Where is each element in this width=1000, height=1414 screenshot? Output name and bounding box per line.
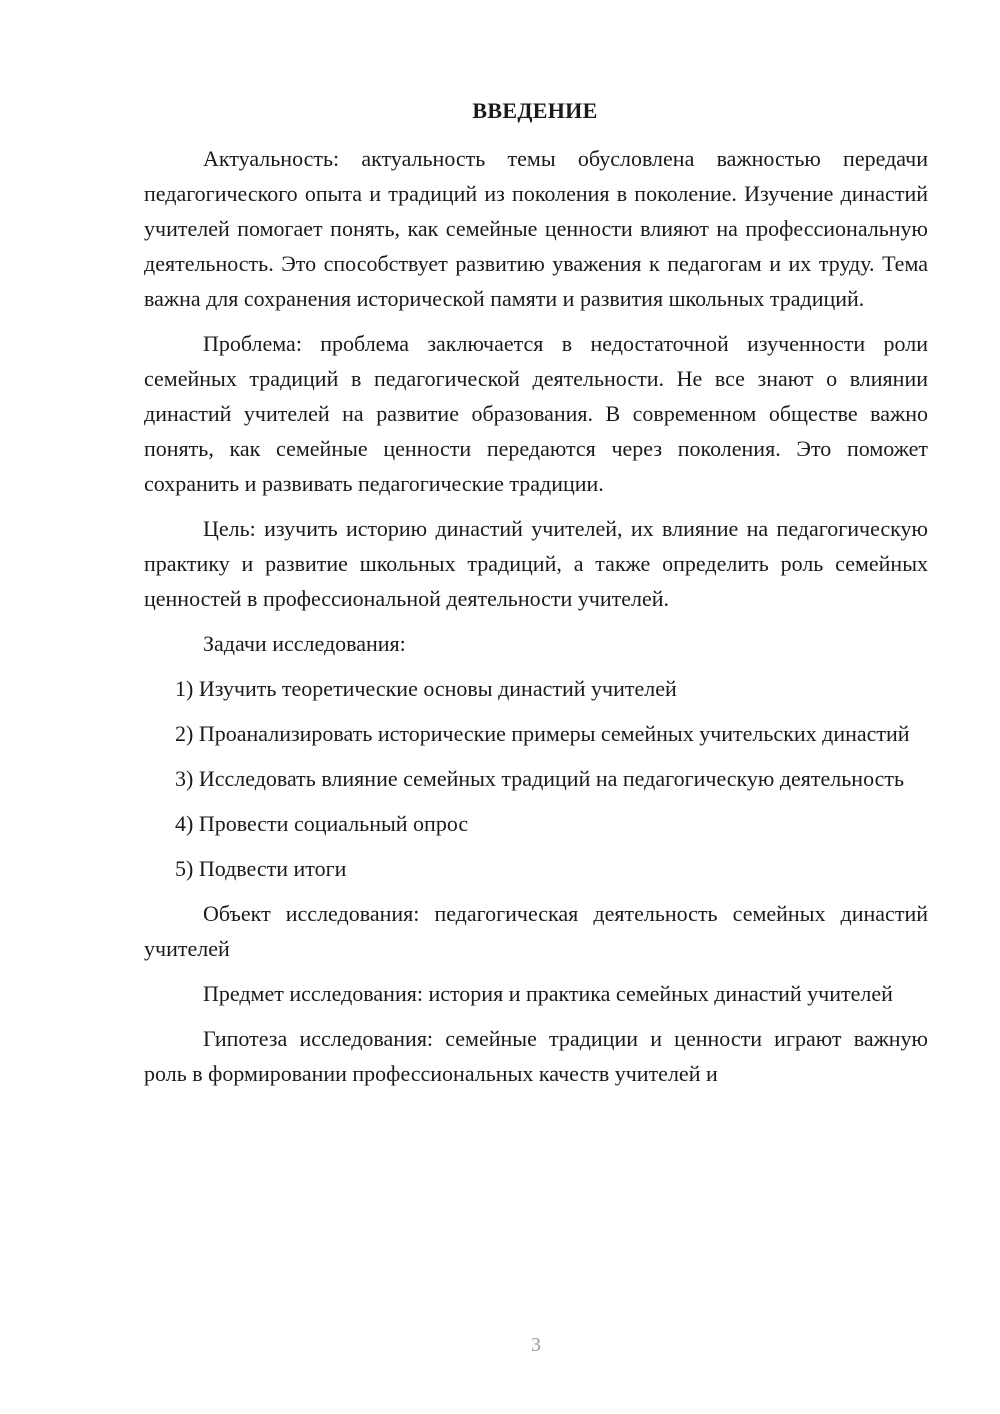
tasks-list <box>144 671 928 886</box>
relevance-paragraph: Актуальность: актуальность темы обусловлена важностью передачи педагогического опыта и традиций из поколения в поколение. Изучение династий учителей помогает понять, как семейные ценности влияют на профессиональную деятельность. Это способствует развитию уважения к педагогам и их труду. Тема важна для сохранения исторической памяти и развития школьных традиций. <box>144 146 928 311</box>
task-item-1: 1) Изучить теоретические основы династий учителей <box>175 676 677 701</box>
tasks-heading: Задачи исследования: <box>203 631 406 656</box>
task-item-3: 3) Исследовать влияние семейных традиций на педагогическую деятельность <box>175 766 905 791</box>
page-number: 3 <box>531 1334 541 1356</box>
object-paragraph: Объект исследования: педагогическая деятельность семейных династий учителей <box>144 901 928 961</box>
page-title: ВВЕДЕНИЕ <box>472 98 598 123</box>
task-item-5: 5) Подвести итоги <box>175 856 347 881</box>
problem-paragraph: Проблема: проблема заключается в недостаточной изученности роли семейных традиций в педагогической деятельности. Не все знают о влиянии династий учителей на развитие образования. В современном обществе важно понять, как семейные ценности передаются через поколения. Это поможет сохранить и развивать педагогические традиции. <box>144 331 928 496</box>
subject-paragraph: Предмет исследования: история и практика семейных династий учителей <box>203 981 893 1006</box>
task-item-2: 2) Проанализировать исторические примеры семейных учительских династий <box>175 721 910 746</box>
goal-paragraph: Цель: изучить историю династий учителей, их влияние на педагогическую практику и развитие школьных традиций, а также определить роль семейных ценностей в профессиональной деятельности учителей. <box>144 516 928 611</box>
hypothesis-paragraph: Гипотеза исследования: семейные традиции и ценности играют важную роль в формировании профессиональных качеств учителей и <box>144 1026 928 1086</box>
document-body <box>144 141 928 1101</box>
task-item-4: 4) Провести социальный опрос <box>175 811 469 836</box>
